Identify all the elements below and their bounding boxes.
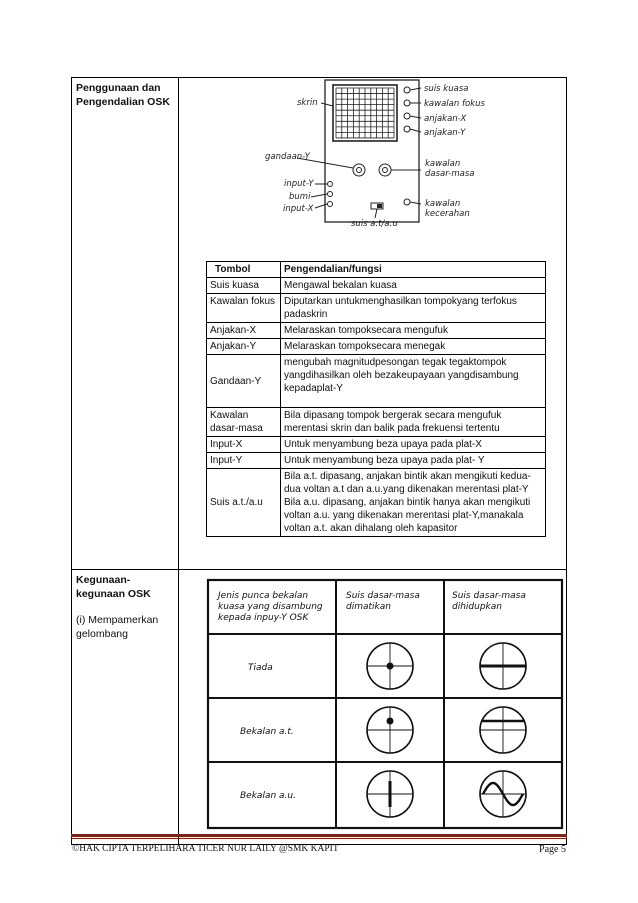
label-input-y: input-Y (284, 179, 314, 189)
controls-table (206, 261, 546, 537)
cell-tombol: Kawalan fokus (207, 294, 281, 323)
section-sublabel: (i) Mempamerkan gelombang (76, 614, 159, 640)
cell-fungsi: Melaraskan tompoksecara menegak (281, 339, 546, 355)
label-cell (72, 570, 179, 845)
section-label: Penggunaan dan Pengendalian OSK (76, 82, 170, 108)
table-row (207, 355, 546, 408)
row-penggunaan (72, 78, 567, 570)
socket-bumi (311, 192, 333, 198)
cell-tombol: Anjakan-X (207, 323, 281, 339)
cell-tombol: Input-Y (207, 453, 281, 469)
row-label-bekalan-at: Bekalan a.t. (240, 727, 294, 737)
trace-dot (387, 663, 394, 670)
cell-tombol: Input-X (207, 437, 281, 453)
label-anjakan-y: anjakan-Y (424, 128, 466, 138)
cell-tombol: Kawalan dasar-masa (207, 408, 281, 437)
label-input-x: input-X (283, 204, 314, 214)
cell-fungsi: Diputarkan untukmenghasilkan tompokyang terfokus padaskrin (281, 294, 546, 323)
label-cell (72, 78, 179, 570)
content-cell (179, 78, 567, 570)
content-cell (179, 570, 567, 845)
main-table (71, 77, 567, 845)
label-gandaan-y: gandaan-Y (265, 152, 310, 162)
cell-fungsi: Mengawal bekalan kuasa (281, 278, 546, 294)
col2-header-line1: Suis dasar-masa (346, 591, 420, 601)
label-skrin: skrin (297, 98, 318, 108)
row-label-bekalan-au: Bekalan a.u. (240, 791, 296, 801)
label-suis-kuasa: suis kuasa (424, 84, 469, 94)
table-row (207, 469, 546, 537)
label-dasar-masa-1: kawalan (425, 159, 461, 169)
footer-rule (71, 834, 567, 837)
col3-header-line2: dihidupkan (452, 602, 502, 612)
cell-fungsi: Untuk menyambung beza upaya pada plat- Y (281, 453, 546, 469)
cell-fungsi: Bila a.t. dipasang, anjakan bintik akan mengikuti kedua-dua voltan a.t dan a.u.yang dikenakan merentasi plat-Y Bila a.u. dipasang, anjakan bintik hanya akan mengikuti voltan a.u. yang dikenakan merentasi plat-Y,manakala voltan a.t. akan dihalang oleh kapasitor (281, 469, 546, 537)
cell-tombol: Gandaan-Y (207, 355, 281, 408)
label-kecerahan-2: kecerahan (425, 209, 470, 219)
cell-fungsi: Melaraskan tompoksecara mengufuk (281, 323, 546, 339)
oscilloscope-diagram (179, 78, 501, 250)
label-kecerahan-1: kawalan (425, 199, 461, 209)
table-header-row (207, 262, 546, 278)
cell-tombol: Suis kuasa (207, 278, 281, 294)
header-tombol: Tombol (207, 262, 281, 278)
cell-fungsi: Bila dipasang tompok bergerak secara mengufuk merentasi skrin dan balik pada frekuensi tertentu (281, 408, 546, 437)
table-row (207, 339, 546, 355)
table-row (207, 453, 546, 469)
cell-tombol: Anjakan-Y (207, 339, 281, 355)
col1-header-line1: Jenis punca bekalan (218, 591, 309, 601)
cell-tombol: Suis a.t./a.u (207, 469, 281, 537)
cell-fungsi: Untuk menyambung beza upaya pada plat-X (281, 437, 546, 453)
table-row (207, 323, 546, 339)
waveform-figure (206, 578, 564, 830)
col1-header-line3: kepada inpuy-Y OSK (218, 613, 309, 623)
label-suis-at-au: suis a.t/a.u (351, 219, 398, 229)
label-bumi: bumi (289, 192, 311, 202)
table-row (207, 294, 546, 323)
footer-copyright: ©HAK CIPTA TERPELIHARA TICER NUR LAILY @SMK KAPIT (72, 844, 339, 854)
trace-dot-shifted (387, 718, 394, 725)
table-row (207, 408, 546, 437)
footer-page-number: Page 5 (539, 844, 566, 855)
table-row (207, 278, 546, 294)
footer-rule-thin (71, 838, 567, 839)
col2-header-line2: dimatikan (346, 602, 391, 612)
row-label-tiada: Tiada (248, 663, 273, 673)
table-row (207, 437, 546, 453)
cell-fungsi: mengubah magnitudpesongan tegak tegaktompok yangdihasilkan oleh bezakeupayaan yangdisambung kepadaplat-Y (281, 355, 546, 408)
row-kegunaan (72, 570, 567, 845)
label-kawalan-fokus: kawalan fokus (424, 99, 485, 109)
col3-header-line1: Suis dasar-masa (452, 591, 526, 601)
col1-header-line2: kuasa yang disambung (218, 602, 323, 612)
label-anjakan-x: anjakan-X (424, 114, 467, 124)
socket-input-y (315, 182, 333, 187)
label-dasar-masa-2: dasar-masa (425, 169, 475, 179)
section-label: Kegunaan-kegunaan OSK (76, 574, 151, 600)
header-fungsi: Pengendalian/fungsi (281, 262, 546, 278)
